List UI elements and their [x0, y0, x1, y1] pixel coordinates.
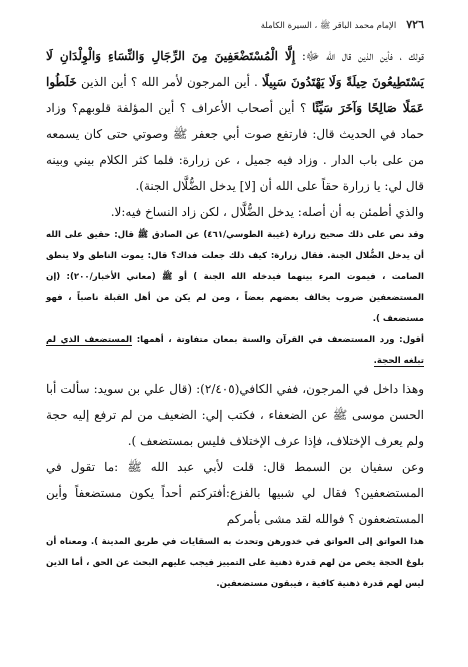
note-2: [46, 330, 424, 372]
running-title: الإمام محمد الباقر ﷺ ، السيرة الكاملة: [260, 21, 397, 31]
note-2-underlined: المستضعف الذي لم تبلغه الحجة.: [46, 335, 424, 366]
paragraph-1-mid: . أين المرجون لأمر الله ؟ أين الذين: [76, 75, 263, 89]
note-1: وقد نص على ذلك صحيح زرارة (غيبة الطوسي/٤٦١) عن الصادق ﷺ قال: حقيق على الله أن يدخل الضُّلال الجنة. فقال زرارة: كيف ذلك جعلت فداك؟ قال: يموت الناطق ولا ينطق الصامت ، فيموت المرء بينهما فيدخله الله الجنة ) أو ﷺ (معاني الأخبار/٢٠٠): (إن المستضعفين ضروب يخالف بعضهم بعضاً ، ومن لم يكن من أهل القبلة ناصباً ، فهو مستضعف ).: [46, 230, 424, 324]
paragraph-1-rest: ؟ أين أصحاب الأعراف ؟ أين المؤلفة قلوبهم؟ وزاد حماد في الحديث قال: فارتفع صوت أبي جعفر ﷺ وصوتي حتى كان يسمعه من على باب الدار . وزاد فيه جميل ، عن زرارة: فلما كثر الكلام بيني وبينه قال لي: يا زرارة حقاً على الله أن [لا] يدخل الضُّلَّال الجنة).: [46, 101, 424, 193]
quran-verse-1: إِلَّا الْمُسْتَضْعَفِينَ مِنَ الرِّجَالِ وَالنِّسَاءِ وَالْوِلْدَانِ لَا يَسْتَطِيعُونَ حِيلَةً وَلَا يَهْتَدُونَ سَبِيلًا: [46, 49, 424, 89]
quran-verse-2: خَلَطُوا عَمَلًا صَالِحًا وَآخَرَ سَيِّئًا: [46, 75, 424, 115]
note-3: هذا العواتق إلى العواتق في خدورهن وتحدث به السقايات في طريق المدينة ). ومعناه أن بلوغ الحجة يخص من لهم قدرة ذهنية على التمييز فيجب عليهم البحث عن الحق ، أما الذين ليس لهم قدرة ذهنية كافية ، فيبقون مستضعفين.: [46, 537, 424, 589]
page-header: [46, 18, 424, 33]
paragraph-4: وعن سفيان بن السمط قال: قلت لأبي عبد الله ﷺ :ما تقول في المستضعفين؟ فقال لي شبيها بالفزع:أفتركتم أحداً يكون مستضعفاً وأين المستضعفون ؟ فوالله لقد مشى بأمركم: [46, 460, 424, 526]
paragraph-3: وهذا داخل في المرجون، ففي الكافي(٢/٤٠٥): (قال علي بن سويد: سألت أبا الحسن موسى ﷺ عن الضعفاء ، فكتب إلي: الضعيف من لم ترفع إليه حجة ولم يعرف الإختلاف، فإذا عرف الإختلاف فليس بمستضعف ).: [46, 382, 424, 448]
paragraph-1: [46, 43, 424, 199]
document-page: [46, 18, 424, 595]
note-2-text: أقول: ورد المستضعف في القرآن والسنة بمعان متفاوتة ، أهمها:: [132, 335, 425, 345]
page-number: ٧٢٦: [406, 18, 424, 31]
paragraph-2: والذي أطمئن به أن أصله: يدخل الضُّلَّال ، لكن زاد النساخ فيه:لا.: [110, 205, 424, 219]
paragraph-1-intro: قولك ، فأين الذين قال الله ﷻ:: [295, 49, 424, 63]
